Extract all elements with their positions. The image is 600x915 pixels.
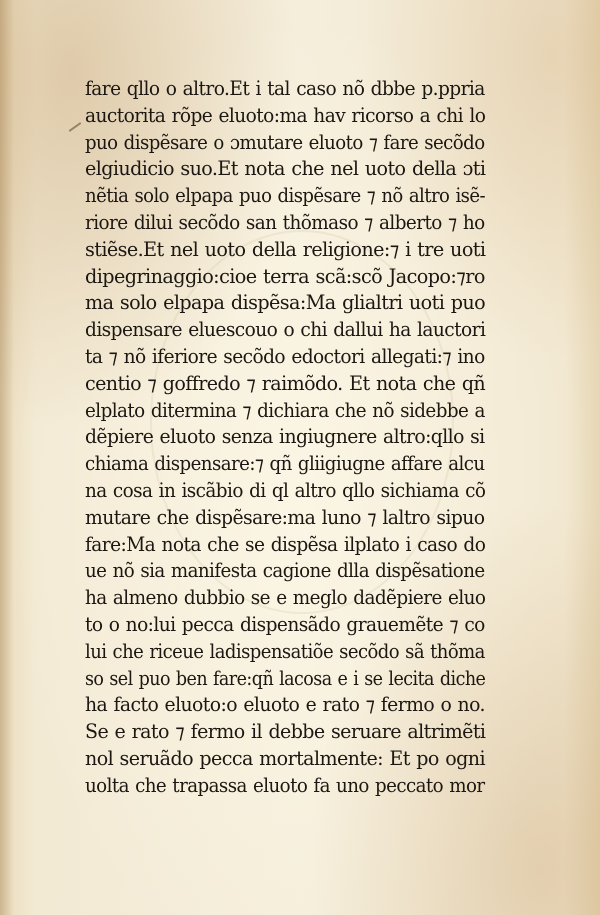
text-line: ha almeno dubbio se e meglo dadẽpiere eluo (85, 586, 486, 610)
text-line: elplato ditermina ⁊ dichiara che nõ sidebbe a (85, 398, 485, 422)
text-line: nẽtia solo elpapa puo dispẽsare ⁊ nõ altro isẽ- (85, 184, 486, 208)
text-line: so sel puo ben fare:qñ lacosa e i se lecita diche (85, 666, 486, 690)
text-line: auctorita rõpe eluoto:ma hav ricorso a chi lo (85, 103, 486, 127)
text-line: chiama dispensare:⁊ qñ gliigiugne affare alcu (85, 452, 485, 476)
text-line: ma solo elpapa dispẽsa:Ma glialtri uoti puo (85, 291, 486, 315)
text-line: fare qllo o altro.Et i tal caso nõ dbbe p.ppria (85, 77, 485, 100)
text-line: to o no:lui pecca dispensãdo grauemẽte ⁊ co (85, 612, 485, 636)
text-line: uolta che trapassa eluoto fa uno peccato mor (85, 773, 485, 797)
text-line: Se e rato ⁊ fermo il debbe seruare altrimẽti (85, 720, 486, 744)
text-line: riore dilui secõdo san thõmaso ⁊ alberto ⁊ ho (85, 210, 485, 234)
text-line: lui che riceue ladispensatiõe secõdo sã thõma (85, 639, 485, 663)
text-line: ue nõ sia manifesta cagione dlla dispẽsatione (85, 559, 485, 583)
text-line: ha facto eluoto:o eluoto e rato ⁊ fermo o no. (85, 693, 485, 717)
text-line: stiẽse.Et nel uoto della religione:⁊ i tre uoti (85, 237, 486, 261)
text-line: ta ⁊ nõ iferiore secõdo edoctori allegati:⁊ ino (85, 344, 485, 368)
text-line: dipegrinaggio:cioe terra scã:scõ Jacopo:⁊ro (85, 264, 485, 288)
page-edge-shadow (0, 0, 14, 915)
text-line: elgiudicio suo.Et nota che nel uoto della ɔti (85, 157, 486, 181)
text-line: fare:Ma nota che se dispẽsa ilplato i caso do (85, 532, 486, 556)
text-line: mutare che dispẽsare:ma luno ⁊ laltro sipuo (85, 505, 485, 529)
text-block (85, 76, 485, 800)
text-line: na cosa in iscãbio di ql altro qllo sichiama cõ (85, 478, 486, 502)
text-line: centio ⁊ goffredo ⁊ raimõdo. Et nota che qñ (85, 371, 486, 395)
text-line: nol seruãdo pecca mortalmente: Et po ogni (85, 746, 485, 770)
text-line: puo dispẽsare o ɔmutare eluoto ⁊ fare secõdo (85, 130, 485, 154)
text-line: dẽpiere eluoto senza ingiugnere altro:qllo si (85, 425, 485, 449)
margin-mark (69, 122, 82, 132)
text-line: dispensare eluescouo o chi dallui ha lauctori (85, 318, 486, 342)
